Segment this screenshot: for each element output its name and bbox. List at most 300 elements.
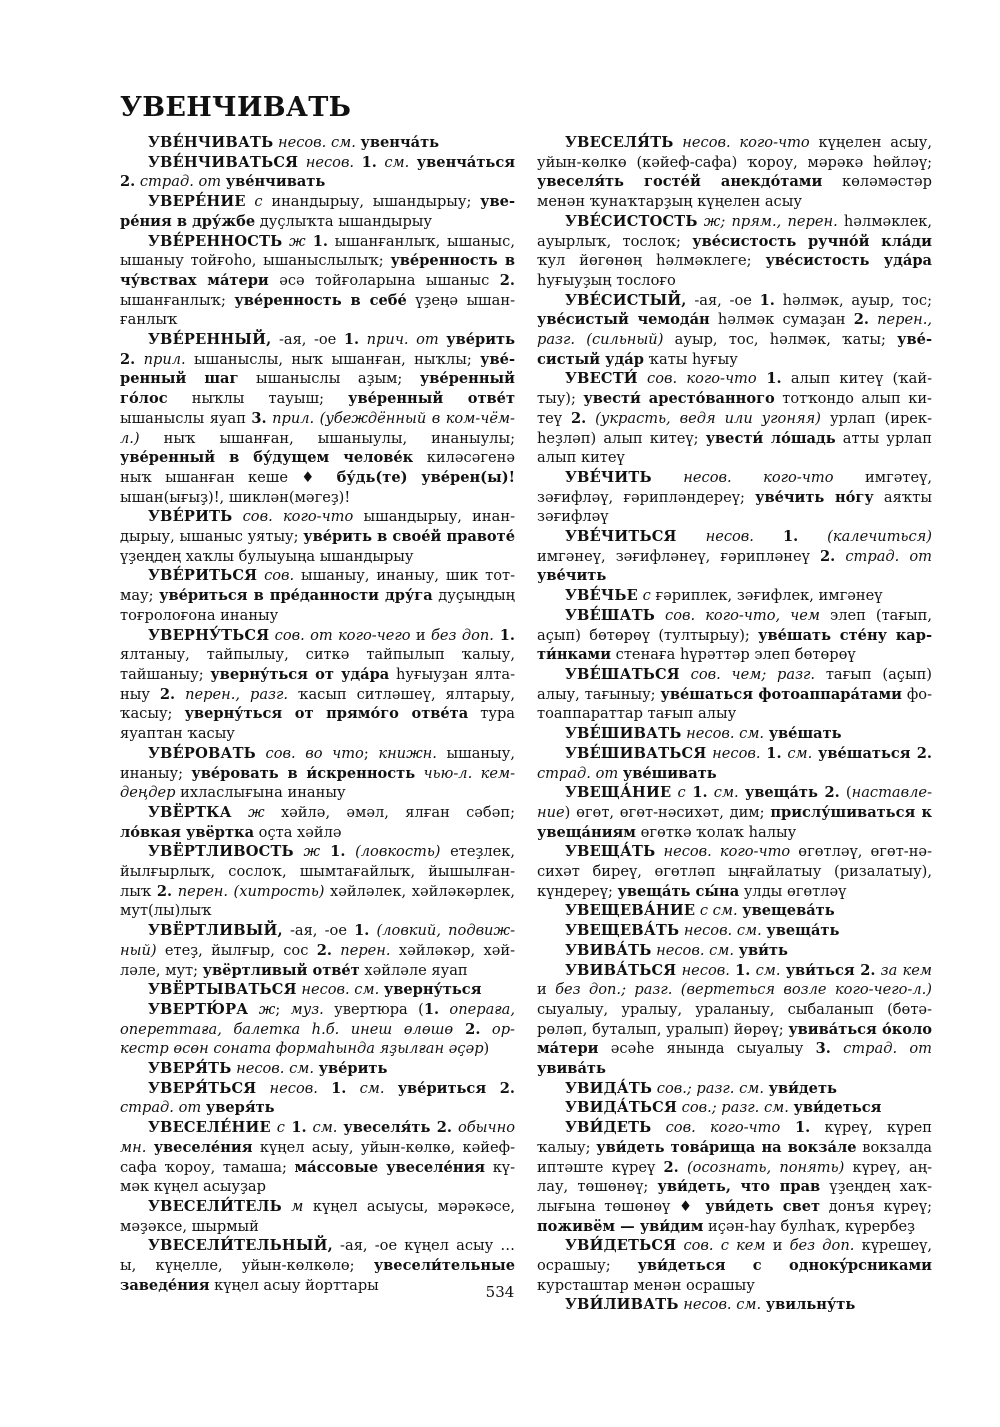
dictionary-entry — [537, 901, 932, 921]
entry-headword: УВИ́ЛИВАТЬ — [565, 1296, 679, 1314]
entry-text: аяҡты зәғифләү — [537, 488, 932, 526]
entry-headword: УВЕРЕ́НИЕ — [148, 193, 246, 211]
entry-text: уве́чить — [537, 567, 607, 585]
entry-text: 2. — [156, 882, 173, 900]
entry-text: ҡул йөгөнөң һәлмәклеге; — [537, 252, 766, 270]
entry-text: увещева́ть — [742, 902, 835, 920]
entry-headword: УВИ́ДЕТЬСЯ — [565, 1237, 677, 1255]
entry-text: әсәһе янында сыуалыу — [598, 1040, 816, 1058]
entry-text: уверя́ть — [205, 1099, 275, 1117]
entry-text: ; — [363, 744, 379, 762]
entry-text: сов.; разг. см. — [677, 1099, 794, 1117]
entry-text: күреү, күреп ҡалыу; — [537, 1119, 932, 1156]
entry-text: увеселя́ть 2. — [343, 1119, 452, 1137]
dictionary-entry — [120, 744, 515, 803]
entry-text: перен., разг. — [175, 685, 289, 703]
entry-text: увести́ ло́шадь — [705, 429, 836, 447]
entry-text: етеҙ, йылғыр, сос — [156, 941, 317, 959]
entry-text: һуғыуҙан ялтаныу — [120, 665, 515, 703]
dictionary-entry — [537, 724, 932, 744]
entry-headword: УВЕРТЮ́РА — [148, 1000, 249, 1018]
dictionary-entry — [537, 921, 932, 941]
entry-text: увива́ть — [537, 1060, 606, 1078]
entry-text: с — [671, 784, 686, 802]
entry-text: етеҙлек, йылғырлыҡ, сослоҡ, шымтағайлыҡ, йышылғанлыҡ — [120, 843, 516, 900]
entry-text: с см. — [695, 902, 743, 920]
dictionary-entry — [537, 1079, 932, 1099]
dictionary-entry — [120, 153, 515, 192]
entry-text: наставление — [537, 784, 932, 821]
entry-text: прислу́шиваться к увеща́ниям — [537, 803, 932, 841]
entry-text: иҫән-һау булһаҡ, күрербеҙ — [703, 1217, 915, 1235]
entry-text: 2. — [570, 409, 587, 427]
entry-text: несов. — [676, 528, 783, 546]
entry-text: несов. см. — [681, 725, 769, 743]
dictionary-entry — [537, 1098, 932, 1118]
entry-headword: УВЕ́ШИВАТЬСЯ — [565, 744, 707, 762]
entry-text: һәлмәк, ауыр, тос; — [774, 291, 932, 309]
entry-text: см. — [750, 961, 786, 979]
entry-text: прил. — [135, 350, 186, 368]
dictionary-entry — [537, 133, 932, 212]
entry-text: дуҫыңдың тоғролоғона инаныу — [120, 587, 515, 624]
entry-text: увеща́ть сы́на — [617, 882, 740, 900]
entry-text: күреү, аңлау, төшөнөү; — [537, 1158, 932, 1196]
entry-text: увёртливый отве́т — [202, 961, 360, 979]
entry-text: урлап (ирекһеҙләп) алып китеү; — [537, 409, 932, 447]
entry-text: улды өгөтләү — [739, 882, 847, 900]
entry-text: чью-л. кемдеңдер — [120, 764, 515, 802]
entry-headword: УВИВА́ТЬСЯ — [565, 961, 677, 979]
entry-text: ма́ссовые увеселе́ния — [294, 1158, 486, 1176]
entry-text: уве́риться 2. — [397, 1079, 515, 1097]
entry-text: 1. — [331, 1079, 347, 1097]
entry-text: несов. кого-что — [655, 843, 791, 861]
dictionary-entry — [120, 133, 515, 153]
dictionary-entry — [120, 232, 515, 331]
entry-text: инандырыу, ышандырыу; — [262, 193, 481, 211]
entry-text: киләсәгенә ныҡ ышанған кеше — [120, 449, 515, 486]
entry-headword: УВИДА́ТЬ — [565, 1079, 653, 1097]
entry-headword: УВЁРТКА — [148, 803, 232, 821]
entry-text: һәлмәк сумаҙан — [709, 311, 854, 329]
entry-text: 2. — [663, 1158, 679, 1176]
running-header: УВЕНЧИВАТЬ — [120, 92, 352, 123]
entry-text: уве́ренный в бу́дущем челове́к — [120, 449, 414, 467]
entry-text: без доп. — [431, 626, 494, 644]
entry-text: 1. — [343, 331, 360, 349]
entry-headword: УВЕЩА́ТЬ — [565, 843, 656, 861]
entry-text: 2. — [316, 941, 332, 959]
entry-text: см. — [707, 784, 745, 802]
entry-headword: УВЕ́НЧИВАТЬ — [148, 134, 274, 151]
entry-text: уви́деться с однокýрсниками — [637, 1257, 932, 1275]
entry-text: хәйләле яуап — [359, 961, 468, 979]
entry-text: несов. — [298, 153, 362, 171]
entry-text: тура яуаптан ҡасыу — [120, 705, 516, 743]
entry-text: стенаға һүрәттәр элеп бөтөрөү — [611, 646, 856, 664]
entry-text: несов. см. — [231, 1060, 319, 1078]
entry-text: уве́нчивать — [225, 173, 326, 191]
entry-text: без доп. — [789, 1237, 855, 1255]
entry-text: за кем — [875, 961, 932, 979]
entry-text: ышанғанлыҡ; — [120, 291, 235, 309]
entry-text: увильну́ть — [765, 1296, 856, 1314]
entry-text: уве́ренный отве́т — [348, 390, 515, 408]
entry-text: уве́систый чемода́н — [537, 311, 710, 329]
entry-text: ж — [231, 803, 265, 821]
dictionary-entry — [120, 192, 515, 231]
dictionary-entry — [120, 1000, 515, 1059]
entry-text: уверну́ться от прямо́го отве́та — [184, 705, 469, 723]
dictionary-entry — [120, 980, 515, 1000]
entry-text: уверну́ться от уда́ра — [210, 665, 390, 683]
entry-text: увеща́ть — [766, 922, 840, 940]
entry-text: тағып (аҫып) алыу, тағыныу; — [537, 665, 932, 703]
entry-headword: УВЕ́РИТЬСЯ — [148, 567, 258, 585]
entry-text: өгөткә ҡолаҡ һалыу — [635, 823, 797, 841]
entry-text: несов. см. — [679, 922, 767, 940]
entry-text: ныҡлы тауыш; — [167, 390, 349, 408]
entry-text: үҙеңә ышанғанлыҡ — [120, 291, 515, 329]
dictionary-entry — [537, 527, 932, 586]
entry-headword: УВЕРЯ́ТЬСЯ — [148, 1079, 257, 1097]
entry-text: күңел асыу йорттары — [209, 1276, 379, 1294]
entry-text: хәйлә, әмәл, ялған сәбәп; — [264, 803, 515, 821]
entry-text: страд. от — [120, 1099, 206, 1117]
entry-text: перен. (хитрость) — [172, 882, 325, 900]
right-column — [537, 133, 932, 1315]
entry-text: увеселе́ния — [153, 1138, 253, 1156]
dictionary-entry — [120, 1079, 515, 1118]
entry-text: ышаныслы, ныҡ ышанған, ныҡлы; — [185, 350, 481, 368]
entry-text: 3. — [815, 1040, 831, 1058]
entry-headword: УВЕ́ШАТЬСЯ — [565, 665, 680, 683]
dictionary-entry — [120, 803, 515, 842]
entry-text: уве́систость уда́ра — [765, 252, 932, 270]
page-number: 534 — [485, 1283, 515, 1301]
entry-text: несов. см. — [273, 134, 361, 151]
entry-headword: УВЁРТЛИВОСТЬ — [148, 843, 294, 861]
entry-headword: УВИВА́ТЬ — [565, 941, 652, 959]
entry-text: обычно мн. — [120, 1119, 515, 1156]
entry-headword: УВЁРТЫВАТЬСЯ — [148, 981, 297, 999]
entry-text: уве́рить 2. — [120, 331, 516, 368]
entry-text: (осознать, понять) — [678, 1158, 845, 1176]
dictionary-entry — [537, 212, 932, 291]
entry-text: ышан(ығыҙ)!, шиклән(мәгеҙ)! — [120, 488, 351, 506]
entry-text: 2. — [820, 547, 836, 565]
entry-headword: УВИ́ДЕТЬ — [565, 1119, 652, 1137]
entry-text: увеща́ть 2. — [744, 784, 840, 802]
dictionary-entry — [537, 961, 932, 1079]
entry-text: вокзалда иптәште күреү — [537, 1138, 932, 1176]
entry-text: несов. — [706, 744, 767, 762]
entry-headword: УВЕ́РЕННОСТЬ — [148, 232, 283, 250]
entry-text: см. — [306, 1119, 344, 1137]
entry-text: сов. кого-что — [232, 508, 354, 526]
entry-text: несов. см. — [678, 1296, 766, 1314]
entry-text: уве́ренный го́лос — [120, 370, 515, 408]
entry-headword: УВЕСТИ́ — [565, 370, 638, 388]
dictionary-entry — [120, 330, 515, 507]
entry-headword: УВЁРТЛИВЫЙ, — [148, 922, 283, 940]
entry-text: несов. кого-что — [673, 134, 810, 151]
entry-text: 1. — [493, 626, 515, 644]
dictionary-entry — [537, 941, 932, 961]
dictionary-entry — [120, 1197, 515, 1236]
entry-text: 2. — [159, 685, 176, 703]
entry-headword: УВЕСЕЛЕ́НИЕ — [148, 1119, 271, 1137]
entry-text: уверну́ться — [383, 981, 482, 999]
entry-text: оҫта хәйлә — [254, 823, 342, 841]
entry-text: и — [410, 626, 432, 644]
entry-text: 1. — [423, 1000, 440, 1018]
entry-text: несов. — [256, 1079, 332, 1097]
entry-text: тотҡондо алып китеү — [537, 390, 932, 427]
entry-text: и — [537, 981, 556, 999]
entry-text: ышаныслы аҙым; — [238, 370, 420, 388]
entry-text: сов. чем; разг. — [679, 665, 816, 683]
entry-text: сов. кого-что — [637, 370, 757, 388]
entry-text: уве́шать сте́ну карти́нками — [537, 626, 932, 664]
entry-text: -ая, -ое — [271, 331, 344, 349]
entry-text: 1. — [759, 291, 775, 309]
entry-headword: УВЕ́РОВАТЬ — [148, 744, 256, 762]
entry-text: уве́ренность в чу́вствах ма́тери — [120, 252, 515, 289]
entry-headword: УВЕ́ЧЬЕ — [565, 587, 638, 605]
entry-text: сов. — [257, 567, 295, 585]
entry-text: с — [638, 587, 651, 605]
entry-headword: УВЕРЯ́ТЬ — [148, 1060, 232, 1078]
entry-text: уви́ться 2. — [785, 961, 876, 979]
entry-text: (ловкий, подвижный) — [120, 922, 515, 959]
entry-text: уве́чить но́гу — [755, 488, 874, 506]
entry-text: книжн. — [378, 744, 437, 762]
entry-text: уве́шаться 2. — [818, 744, 932, 762]
entry-text: увести́ аресто́ванного — [583, 390, 775, 408]
entry-text: уви́ть — [738, 941, 788, 959]
entry-text: 1. — [305, 232, 328, 250]
entry-text: уве́рить в свое́й правоте́ — [303, 528, 515, 546]
entry-text: хәйләкәр, хәйләле, мут; — [120, 941, 516, 979]
entry-text: сов. кого-что, чем — [655, 606, 820, 624]
entry-text: увива́ться о́коло ма́тери — [537, 1020, 932, 1058]
entry-text: страд. от — [537, 764, 623, 782]
entry-text: курсташтар менән осрашыу — [537, 1276, 755, 1294]
entry-text: см. — [781, 744, 819, 762]
entry-text: операға, опереттаға, балетка һ.б. инеш өлөшө — [120, 1000, 515, 1038]
dictionary-entry — [120, 507, 515, 566]
entry-text: 1. — [780, 1119, 811, 1137]
dictionary-entry — [120, 921, 515, 980]
entry-text: 3. — [251, 409, 267, 427]
entry-text: ышанғанлыҡ, ышаныс, ышаныу тойғоһо, ышаныслылыҡ; — [120, 232, 515, 270]
entry-text: ғәриплек, зәғифлек, имгәнеү — [650, 587, 883, 605]
entry-text: уви́деть, что прав — [657, 1178, 821, 1196]
entry-text: уви́деть — [768, 1079, 837, 1097]
entry-text: 1. — [685, 784, 708, 802]
entry-text: алып китеү (ҡайтыу); — [537, 370, 932, 408]
entry-text: ышаныу, инаныу; — [120, 744, 515, 782]
entry-text: ж — [248, 1000, 276, 1018]
entry-text: донъя күреү; — [820, 1197, 932, 1215]
entry-headword: УВЕЩЕВА́НИЕ — [565, 902, 696, 920]
entry-headword: УВЕ́РИТЬ — [148, 508, 233, 526]
entry-headword: УВЕРНУ́ТЬСЯ — [148, 626, 270, 644]
entry-text: см. — [376, 153, 417, 171]
dictionary-entry — [537, 783, 932, 842]
entry-text: күңел асыусы, мәрәкәсе, мәҙәксе, шырмый — [120, 1197, 515, 1235]
entry-text: сов. во что — [255, 744, 364, 762]
dictionary-entry — [537, 369, 932, 468]
entry-text: хәйләлек, хәйләкәрлек, мут(лы)лыҡ — [120, 882, 516, 920]
entry-text: ж — [293, 843, 321, 861]
entry-text: күңелен асыу, уйын-көлкө (кәйеф-сафа) ҡороу, мәрәкә һөйләү; — [537, 134, 932, 171]
entry-headword: УВЕЩА́НИЕ — [565, 784, 672, 802]
entry-text: -ая, -ое — [282, 922, 355, 940]
entry-text: несов. кого-что — [651, 468, 834, 486]
entry-text: уве́шать — [768, 725, 842, 743]
entry-text: сов. кого-что — [651, 1119, 781, 1137]
entry-text: 1. — [361, 153, 377, 171]
entry-text: уве́систость ручно́й кла́ди — [692, 232, 932, 250]
entry-text: 1. — [782, 528, 799, 546]
entry-text: с — [245, 193, 263, 211]
entry-text: һәлмәклек, ауырлыҡ, тослоҡ; — [537, 212, 932, 250]
entry-text: увере́ния в дру́жбе — [120, 193, 515, 230]
entry-text: уве́систый уда́р — [537, 331, 932, 368]
entry-text: ♦ уви́деть свет — [678, 1197, 821, 1215]
entry-headword: УВЕ́ЧИТЬСЯ — [565, 528, 677, 546]
entry-text: 2. — [453, 1020, 481, 1038]
entry-text: элеп (тағып, аҫып) бөтөрөү (тултырыу); — [537, 606, 932, 644]
dictionary-entry — [537, 468, 932, 527]
entry-text: увенча́ться 2. — [120, 153, 515, 191]
entry-headword: УВИДА́ТЬСЯ — [565, 1099, 678, 1117]
entry-text: өгөтләү, өгөт-нәсихәт биреү, өгөтләп ыңғайлатыу (ризалатыу), күндереү; — [537, 843, 933, 900]
entry-text: ж — [282, 232, 306, 250]
entry-text: сов. с кем — [676, 1237, 766, 1255]
entry-headword: УВЕСЕЛЯ́ТЬ — [565, 134, 674, 151]
entry-text: әсә тойғоларына ышаныс — [268, 271, 500, 289]
entry-text: ло́вкая увёртка — [120, 823, 255, 841]
entry-text: дуҫлыҡта ышандырыу — [255, 212, 433, 230]
dictionary-entry — [120, 566, 515, 625]
entry-text: ышаныслы яуап — [120, 409, 252, 427]
entry-text: уве́ровать в и́скренность — [191, 764, 416, 782]
dictionary-entry — [537, 842, 932, 901]
entry-headword: УВЕ́ШИВАТЬ — [565, 725, 682, 743]
entry-text: ауыр, тос, һәлмәк, ҡаты; — [663, 331, 898, 349]
entry-text: несов. см. — [651, 941, 739, 959]
entry-text: сов. от кого-чего — [269, 626, 411, 644]
entry-headword: УВЕЩЕВА́ТЬ — [565, 922, 680, 940]
entry-text: 1. — [735, 961, 751, 979]
entry-text: ( — [839, 784, 852, 802]
entry-text: увеселя́ть госте́й анекдо́тами — [537, 173, 823, 191]
entry-text: увенча́ть — [360, 134, 440, 151]
entry-text: һуғыуҙың тослоғо — [537, 271, 676, 289]
entry-text: ҡаты һуғыу — [643, 350, 738, 368]
entry-text: страд. от — [835, 547, 932, 565]
entry-text: страд. от — [830, 1040, 932, 1058]
entry-text: (ловкость) — [345, 843, 441, 861]
entry-text: ♦ бу́дь(те) уве́рен(ы)! — [301, 468, 516, 486]
entry-text: ҡасып ситләшеү, ялтарыу, ҡасыу; — [120, 685, 515, 723]
entry-headword: УВЕ́ЧИТЬ — [565, 468, 652, 486]
entry-text: поживём — уви́дим — [537, 1217, 704, 1235]
entry-text: күмәк күңел асыуҙар — [120, 1158, 515, 1196]
entry-text: страд. от — [135, 173, 226, 191]
entry-headword: УВЕ́ШАТЬ — [565, 606, 655, 624]
entry-text: уви́деться — [793, 1099, 882, 1117]
entry-text: (калечиться) — [798, 528, 933, 546]
entry-text: муз. — [290, 1000, 324, 1018]
entry-text: -ая, -ое — [686, 291, 760, 309]
entry-text: ; — [275, 1000, 291, 1018]
entry-text: үҙеңдең хаҡлы булыуыңа ышандырыу — [120, 547, 414, 565]
entry-text: имгәтеү, зәғифләү, ғәриплəндереү; — [537, 468, 932, 506]
entry-text: уве́риться в пре́данности дру́га — [159, 587, 433, 605]
dictionary-entry — [537, 291, 932, 370]
entry-text: күңел асыу, уйын-көлкө, кәйеф-сафа ҡороу, тамаша; — [120, 1138, 516, 1176]
entry-text: (украсть, ведя или угоняя) — [586, 409, 821, 427]
entry-headword: УВЕСЕЛИ́ТЕЛЬ — [148, 1197, 282, 1215]
dictionary-entry — [120, 1118, 515, 1197]
dictionary-entry — [537, 1118, 932, 1236]
entry-text: сов.; разг. см. — [652, 1079, 769, 1097]
entry-text: оркестр өсөн соната формаһында яҙылған әҫәр — [120, 1020, 515, 1058]
dictionary-entry — [537, 665, 932, 724]
dictionary-entry — [537, 586, 932, 606]
entry-text: 2. — [853, 311, 869, 329]
dictionary-entry — [120, 842, 515, 921]
entry-text: -ая, -ое күңел асыу …ы, күңелле, уйын-көлкөлө; — [120, 1237, 515, 1275]
entry-text: уви́деть това́рища на вокза́ле — [596, 1138, 857, 1156]
entry-text: уве́ренность в себе́ — [234, 291, 407, 309]
entry-text: несов. см. — [296, 981, 384, 999]
entry-text: с — [270, 1119, 285, 1137]
left-column — [120, 133, 515, 1295]
entry-text: и — [765, 1237, 790, 1255]
entry-text: несов. — [676, 961, 736, 979]
entry-text: атты урлап алып китеү — [537, 429, 932, 467]
entry-headword: УВЕ́РЕННЫЙ, — [148, 331, 272, 349]
entry-text: күрешеү, осрашыу; — [537, 1237, 933, 1275]
entry-text: ялтаныу, тайпылыу, ситкә тайпылып ҡалыу, тайшаныу; — [120, 646, 515, 683]
dictionary-entry — [120, 1059, 515, 1079]
entry-text: имгәнеү, зәғифләнеү, ғәриплəнеү — [537, 547, 820, 565]
entry-text: прич. от — [359, 331, 447, 349]
entry-text: уве́шивать — [622, 764, 717, 782]
entry-headword: УВЕ́НЧИВАТЬСЯ — [148, 153, 299, 171]
entry-headword: УВЕ́СИСТОСТЬ — [565, 212, 698, 230]
entry-text: 1. — [284, 1119, 307, 1137]
entry-text: см. — [346, 1079, 398, 1097]
entry-text: 1. — [766, 744, 782, 762]
entry-text: уве́ренный шаг — [120, 350, 515, 388]
dictionary-entry — [537, 744, 932, 783]
entry-text: фотоаппараттар тағып алыу — [537, 685, 932, 723]
entry-text: м — [281, 1197, 304, 1215]
entry-headword: УВЕСЕЛИ́ТЕЛЬНЫЙ, — [148, 1237, 333, 1255]
dictionary-entry — [537, 606, 932, 665]
entry-text: ышаныу, инаныу, шик тотмау; — [120, 567, 516, 605]
entry-text: прил. (убеждённый в ком-чём-л.) — [120, 409, 515, 447]
entry-text: перен. — [331, 941, 391, 959]
entry-headword: УВЕ́СИСТЫЙ, — [565, 291, 687, 309]
